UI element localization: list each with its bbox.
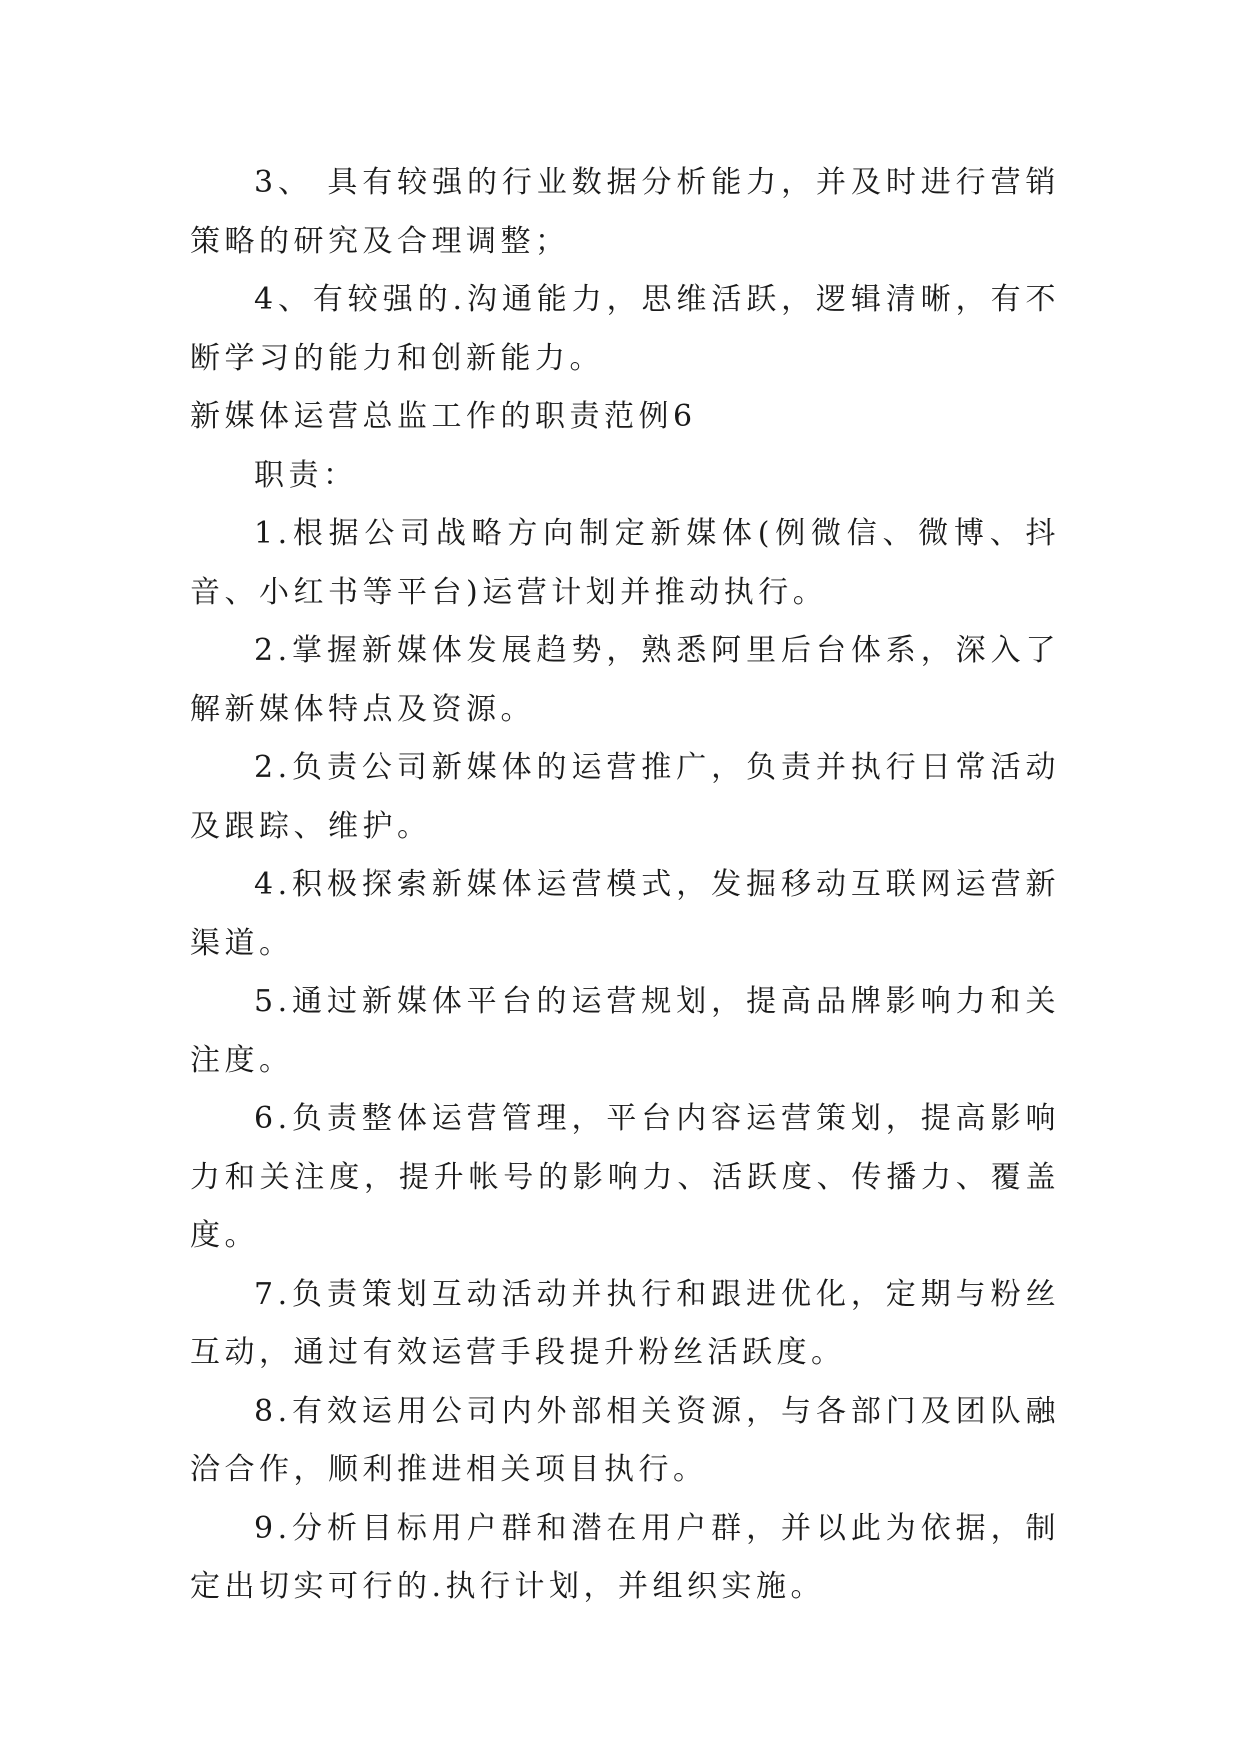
duty-item-2b: 2.负责公司新媒体的运营推广，负责并执行日常活动及跟踪、维护。 xyxy=(190,750,1060,844)
duty-item-4: 4.积极探索新媒体运营模式，发掘移动互联网运营新渠道。 xyxy=(190,867,1060,961)
duty-item-6: 6.负责整体运营管理，平台内容运营策划，提高影响力和关注度，提升帐号的影响力、活跃度、传播力、覆盖度。 xyxy=(190,1101,1060,1253)
duty-item-5: 5.通过新媒体平台的运营规划，提高品牌影响力和关注度。 xyxy=(190,984,1060,1078)
duty-item-9: 9.分析目标用户群和潜在用户群，并以此为依据，制定出切实可行的.执行计划，并组织实施。 xyxy=(190,1510,1060,1604)
paragraph-item-3: 3、 具有较强的行业数据分析能力，并及时进行营销策略的研究及合理调整； xyxy=(190,165,1060,259)
section-heading: 新媒体运营总监工作的职责范例6 xyxy=(190,399,697,434)
duty-item-1: 1.根据公司战略方向制定新媒体(例微信、微博、抖音、小红书等平台)运营计划并推动执行。 xyxy=(190,516,1060,610)
duty-item-7: 7.负责策划互动活动并执行和跟进优化，定期与粉丝互动，通过有效运营手段提升粉丝活跃度。 xyxy=(190,1276,1060,1370)
document-body xyxy=(190,154,1060,1617)
duty-item-2a: 2.掌握新媒体发展趋势，熟悉阿里后台体系，深入了解新媒体特点及资源。 xyxy=(190,633,1060,727)
duty-item-8: 8.有效运用公司内外部相关资源，与各部门及团队融洽合作，顺利推进相关项目执行。 xyxy=(190,1393,1060,1487)
paragraph-item-4: 4、有较强的.沟通能力，思维活跃，逻辑清晰，有不断学习的能力和创新能力。 xyxy=(190,282,1060,376)
responsibilities-label: 职责： xyxy=(254,457,358,493)
